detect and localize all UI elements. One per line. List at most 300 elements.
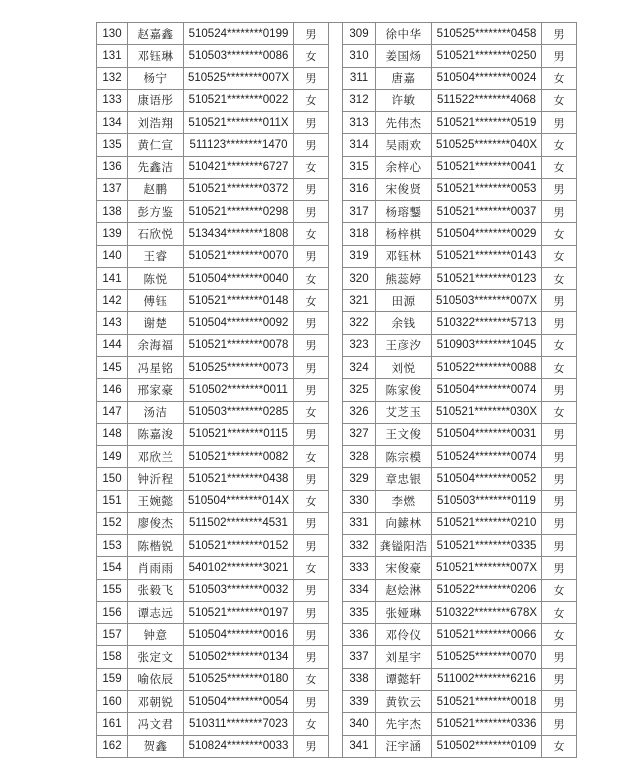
right-id-number: 510521********0519 <box>432 112 542 134</box>
table-row <box>97 312 577 334</box>
left-gender: 男 <box>294 112 329 134</box>
right-gender: 女 <box>542 601 577 623</box>
left-student-name: 喻依辰 <box>128 668 184 690</box>
right-id-number: 510521********0250 <box>432 45 542 67</box>
table-row <box>97 446 577 468</box>
left-gender: 女 <box>294 668 329 690</box>
table-row <box>97 290 577 312</box>
table-row <box>97 468 577 490</box>
left-row-number: 130 <box>97 23 128 45</box>
left-id-number: 510525********0180 <box>184 668 294 690</box>
right-student-name: 姜国炀 <box>376 45 432 67</box>
right-row-number: 338 <box>343 668 376 690</box>
left-gender: 男 <box>294 379 329 401</box>
right-gender: 男 <box>542 490 577 512</box>
right-row-number: 336 <box>343 624 376 646</box>
right-student-name: 熊蕊婷 <box>376 267 432 289</box>
left-gender: 女 <box>294 446 329 468</box>
roster-table <box>96 22 577 758</box>
right-row-number: 329 <box>343 468 376 490</box>
right-row-number: 325 <box>343 379 376 401</box>
left-student-name: 钟沂程 <box>128 468 184 490</box>
left-student-name: 汤洁 <box>128 401 184 423</box>
column-gap <box>329 735 343 757</box>
right-student-name: 赵烩淋 <box>376 579 432 601</box>
left-gender: 男 <box>294 512 329 534</box>
right-id-number: 510522********0088 <box>432 356 542 378</box>
column-gap <box>329 401 343 423</box>
right-id-number: 510504********0029 <box>432 223 542 245</box>
right-student-name: 先伟杰 <box>376 112 432 134</box>
table-row <box>97 23 577 45</box>
table-row <box>97 646 577 668</box>
right-student-name: 龚镒阳浩 <box>376 535 432 557</box>
left-row-number: 154 <box>97 557 128 579</box>
table-row <box>97 245 577 267</box>
left-id-number: 510504********0016 <box>184 624 294 646</box>
right-id-number: 510521********0210 <box>432 512 542 534</box>
right-id-number: 510521********0041 <box>432 156 542 178</box>
column-gap <box>329 245 343 267</box>
right-row-number: 318 <box>343 223 376 245</box>
right-student-name: 刘悦 <box>376 356 432 378</box>
table-row <box>97 579 577 601</box>
left-gender: 男 <box>294 312 329 334</box>
left-student-name: 王婉懿 <box>128 490 184 512</box>
right-id-number: 510322********5713 <box>432 312 542 334</box>
table-row <box>97 423 577 445</box>
right-student-name: 陈家俊 <box>376 379 432 401</box>
left-row-number: 150 <box>97 468 128 490</box>
table-row <box>97 334 577 356</box>
right-gender: 男 <box>542 557 577 579</box>
left-row-number: 140 <box>97 245 128 267</box>
right-gender: 男 <box>542 201 577 223</box>
left-gender: 男 <box>294 423 329 445</box>
right-row-number: 324 <box>343 356 376 378</box>
left-id-number: 510521********0078 <box>184 334 294 356</box>
left-row-number: 161 <box>97 713 128 735</box>
right-row-number: 321 <box>343 290 376 312</box>
right-student-name: 邓伶仪 <box>376 624 432 646</box>
left-id-number: 510504********0040 <box>184 267 294 289</box>
column-gap <box>329 23 343 45</box>
right-row-number: 320 <box>343 267 376 289</box>
column-gap <box>329 557 343 579</box>
right-gender: 男 <box>542 379 577 401</box>
column-gap <box>329 713 343 735</box>
right-row-number: 327 <box>343 423 376 445</box>
right-id-number: 510521********0336 <box>432 713 542 735</box>
right-row-number: 332 <box>343 535 376 557</box>
column-gap <box>329 624 343 646</box>
right-id-number: 510504********0052 <box>432 468 542 490</box>
left-gender: 女 <box>294 156 329 178</box>
right-gender: 女 <box>542 245 577 267</box>
right-gender: 男 <box>542 112 577 134</box>
right-gender: 男 <box>542 23 577 45</box>
right-student-name: 许敏 <box>376 89 432 111</box>
column-gap <box>329 201 343 223</box>
right-id-number: 510322********678X <box>432 601 542 623</box>
column-gap <box>329 423 343 445</box>
right-id-number: 510521********0123 <box>432 267 542 289</box>
left-student-name: 石欣悦 <box>128 223 184 245</box>
left-row-number: 139 <box>97 223 128 245</box>
left-id-number: 510504********014X <box>184 490 294 512</box>
right-gender: 男 <box>542 446 577 468</box>
left-row-number: 149 <box>97 446 128 468</box>
right-id-number: 510522********0206 <box>432 579 542 601</box>
right-row-number: 330 <box>343 490 376 512</box>
left-student-name: 康语彤 <box>128 89 184 111</box>
right-row-number: 323 <box>343 334 376 356</box>
table-row <box>97 735 577 757</box>
left-row-number: 147 <box>97 401 128 423</box>
left-student-name: 余海福 <box>128 334 184 356</box>
left-student-name: 廖俊杰 <box>128 512 184 534</box>
left-row-number: 138 <box>97 201 128 223</box>
column-gap <box>329 89 343 111</box>
right-gender: 男 <box>542 178 577 200</box>
table-row <box>97 379 577 401</box>
left-row-number: 144 <box>97 334 128 356</box>
right-id-number: 510503********0119 <box>432 490 542 512</box>
table-row <box>97 490 577 512</box>
table-row <box>97 178 577 200</box>
right-gender: 男 <box>542 668 577 690</box>
right-row-number: 317 <box>343 201 376 223</box>
left-row-number: 137 <box>97 178 128 200</box>
right-student-name: 唐嘉 <box>376 67 432 89</box>
right-gender: 女 <box>542 134 577 156</box>
left-gender: 女 <box>294 401 329 423</box>
right-student-name: 陈宗模 <box>376 446 432 468</box>
column-gap <box>329 134 343 156</box>
right-id-number: 510903********1045 <box>432 334 542 356</box>
left-row-number: 162 <box>97 735 128 757</box>
left-gender: 男 <box>294 245 329 267</box>
left-student-name: 陈嘉浚 <box>128 423 184 445</box>
right-gender: 男 <box>542 535 577 557</box>
table-row <box>97 45 577 67</box>
left-row-number: 156 <box>97 601 128 623</box>
right-student-name: 杨梓棋 <box>376 223 432 245</box>
right-student-name: 宋俊豪 <box>376 557 432 579</box>
left-student-name: 邢家豪 <box>128 379 184 401</box>
column-gap <box>329 468 343 490</box>
right-gender: 男 <box>542 646 577 668</box>
right-id-number: 510504********0074 <box>432 379 542 401</box>
table-row <box>97 67 577 89</box>
right-id-number: 510525********040X <box>432 134 542 156</box>
right-gender: 女 <box>542 267 577 289</box>
right-student-name: 先宇杰 <box>376 713 432 735</box>
right-id-number: 510521********0335 <box>432 535 542 557</box>
right-id-number: 510521********0037 <box>432 201 542 223</box>
right-id-number: 510521********030X <box>432 401 542 423</box>
left-row-number: 153 <box>97 535 128 557</box>
right-student-name: 余钱 <box>376 312 432 334</box>
column-gap <box>329 446 343 468</box>
column-gap <box>329 178 343 200</box>
left-row-number: 135 <box>97 134 128 156</box>
table-row <box>97 223 577 245</box>
right-student-name: 艾芝玉 <box>376 401 432 423</box>
left-student-name: 彭方鉴 <box>128 201 184 223</box>
left-student-name: 邓欣兰 <box>128 446 184 468</box>
column-gap <box>329 334 343 356</box>
right-row-number: 319 <box>343 245 376 267</box>
right-gender: 男 <box>542 423 577 445</box>
right-id-number: 511522********4068 <box>432 89 542 111</box>
right-student-name: 杨瑢鑋 <box>376 201 432 223</box>
left-id-number: 510503********0285 <box>184 401 294 423</box>
left-student-name: 陈悦 <box>128 267 184 289</box>
left-row-number: 134 <box>97 112 128 134</box>
left-row-number: 148 <box>97 423 128 445</box>
right-student-name: 汪宇涵 <box>376 735 432 757</box>
right-row-number: 335 <box>343 601 376 623</box>
left-row-number: 143 <box>97 312 128 334</box>
left-student-name: 冯文君 <box>128 713 184 735</box>
right-gender: 女 <box>542 401 577 423</box>
left-student-name: 赵鹏 <box>128 178 184 200</box>
right-row-number: 339 <box>343 690 376 712</box>
right-student-name: 谭懿轩 <box>376 668 432 690</box>
left-gender: 男 <box>294 334 329 356</box>
right-id-number: 510521********0018 <box>432 690 542 712</box>
right-row-number: 310 <box>343 45 376 67</box>
right-id-number: 511002********6216 <box>432 668 542 690</box>
right-id-number: 510521********0066 <box>432 624 542 646</box>
column-gap <box>329 646 343 668</box>
column-gap <box>329 690 343 712</box>
left-row-number: 141 <box>97 267 128 289</box>
left-student-name: 王睿 <box>128 245 184 267</box>
table-row <box>97 557 577 579</box>
right-gender: 女 <box>542 223 577 245</box>
left-gender: 男 <box>294 178 329 200</box>
left-id-number: 510525********007X <box>184 67 294 89</box>
table-row <box>97 512 577 534</box>
left-student-name: 张定文 <box>128 646 184 668</box>
right-id-number: 510521********0053 <box>432 178 542 200</box>
right-id-number: 510502********0109 <box>432 735 542 757</box>
right-student-name: 徐中华 <box>376 23 432 45</box>
table-row <box>97 201 577 223</box>
left-id-number: 510502********0134 <box>184 646 294 668</box>
left-student-name: 谭志远 <box>128 601 184 623</box>
left-student-name: 贺鑫 <box>128 735 184 757</box>
left-gender: 男 <box>294 690 329 712</box>
left-id-number: 510421********6727 <box>184 156 294 178</box>
left-gender: 男 <box>294 356 329 378</box>
column-gap <box>329 290 343 312</box>
right-gender: 男 <box>542 690 577 712</box>
right-row-number: 326 <box>343 401 376 423</box>
left-gender: 女 <box>294 223 329 245</box>
left-student-name: 傅钰 <box>128 290 184 312</box>
left-id-number: 510503********0086 <box>184 45 294 67</box>
left-gender: 女 <box>294 267 329 289</box>
left-id-number: 540102********3021 <box>184 557 294 579</box>
right-id-number: 510503********007X <box>432 290 542 312</box>
left-student-name: 赵嘉鑫 <box>128 23 184 45</box>
left-row-number: 142 <box>97 290 128 312</box>
column-gap <box>329 579 343 601</box>
left-id-number: 510521********0438 <box>184 468 294 490</box>
left-id-number: 510311********7023 <box>184 713 294 735</box>
right-student-name: 张娅琳 <box>376 601 432 623</box>
left-id-number: 510504********0092 <box>184 312 294 334</box>
table-row <box>97 267 577 289</box>
left-row-number: 145 <box>97 356 128 378</box>
right-student-name: 黄钦云 <box>376 690 432 712</box>
right-row-number: 314 <box>343 134 376 156</box>
right-gender: 男 <box>542 713 577 735</box>
column-gap <box>329 668 343 690</box>
left-id-number: 510521********0022 <box>184 89 294 111</box>
left-gender: 女 <box>294 713 329 735</box>
left-gender: 男 <box>294 601 329 623</box>
table-row <box>97 713 577 735</box>
left-id-number: 510521********0070 <box>184 245 294 267</box>
left-student-name: 谢楚 <box>128 312 184 334</box>
right-gender: 男 <box>542 290 577 312</box>
right-row-number: 341 <box>343 735 376 757</box>
left-gender: 女 <box>294 490 329 512</box>
table-row <box>97 601 577 623</box>
column-gap <box>329 535 343 557</box>
left-id-number: 510521********0298 <box>184 201 294 223</box>
left-gender: 男 <box>294 735 329 757</box>
column-gap <box>329 67 343 89</box>
left-row-number: 146 <box>97 379 128 401</box>
left-gender: 男 <box>294 624 329 646</box>
left-gender: 男 <box>294 579 329 601</box>
right-gender: 男 <box>542 45 577 67</box>
left-gender: 男 <box>294 468 329 490</box>
right-gender: 女 <box>542 735 577 757</box>
right-student-name: 向鎍林 <box>376 512 432 534</box>
right-student-name: 吴雨欢 <box>376 134 432 156</box>
left-student-name: 钟意 <box>128 624 184 646</box>
right-id-number: 510504********0024 <box>432 67 542 89</box>
right-row-number: 313 <box>343 112 376 134</box>
left-student-name: 杨宁 <box>128 67 184 89</box>
right-student-name: 刘星宇 <box>376 646 432 668</box>
right-gender: 男 <box>542 512 577 534</box>
right-row-number: 334 <box>343 579 376 601</box>
right-gender: 女 <box>542 356 577 378</box>
right-gender: 女 <box>542 334 577 356</box>
right-row-number: 331 <box>343 512 376 534</box>
left-gender: 男 <box>294 134 329 156</box>
right-row-number: 337 <box>343 646 376 668</box>
left-row-number: 132 <box>97 67 128 89</box>
left-student-name: 刘浩翔 <box>128 112 184 134</box>
right-id-number: 510504********0031 <box>432 423 542 445</box>
table-row <box>97 401 577 423</box>
left-student-name: 先鑫洁 <box>128 156 184 178</box>
left-gender: 男 <box>294 646 329 668</box>
roster-rows <box>97 23 577 758</box>
right-id-number: 510521********0143 <box>432 245 542 267</box>
right-row-number: 312 <box>343 89 376 111</box>
right-student-name: 田源 <box>376 290 432 312</box>
column-gap <box>329 267 343 289</box>
column-gap <box>329 112 343 134</box>
right-gender: 男 <box>542 468 577 490</box>
left-id-number: 511502********4531 <box>184 512 294 534</box>
right-id-number: 510524********0074 <box>432 446 542 468</box>
right-student-name: 王文俊 <box>376 423 432 445</box>
table-row <box>97 356 577 378</box>
left-gender: 女 <box>294 290 329 312</box>
left-gender: 男 <box>294 201 329 223</box>
left-row-number: 160 <box>97 690 128 712</box>
left-id-number: 510521********0152 <box>184 535 294 557</box>
column-gap <box>329 45 343 67</box>
left-gender: 男 <box>294 23 329 45</box>
left-id-number: 513434********1808 <box>184 223 294 245</box>
right-row-number: 315 <box>343 156 376 178</box>
column-gap <box>329 490 343 512</box>
right-student-name: 邓钰林 <box>376 245 432 267</box>
left-gender: 女 <box>294 89 329 111</box>
right-gender: 女 <box>542 89 577 111</box>
right-id-number: 510521********007X <box>432 557 542 579</box>
table-row <box>97 156 577 178</box>
left-id-number: 510521********0372 <box>184 178 294 200</box>
left-student-name: 邓朝锐 <box>128 690 184 712</box>
left-row-number: 133 <box>97 89 128 111</box>
left-gender: 男 <box>294 535 329 557</box>
left-student-name: 张毅飞 <box>128 579 184 601</box>
left-gender: 女 <box>294 45 329 67</box>
left-row-number: 159 <box>97 668 128 690</box>
table-row <box>97 668 577 690</box>
left-row-number: 131 <box>97 45 128 67</box>
right-student-name: 王彦汐 <box>376 334 432 356</box>
left-student-name: 黄仁宣 <box>128 134 184 156</box>
column-gap <box>329 156 343 178</box>
right-row-number: 328 <box>343 446 376 468</box>
right-gender: 男 <box>542 312 577 334</box>
column-gap <box>329 601 343 623</box>
table-row <box>97 690 577 712</box>
column-gap <box>329 223 343 245</box>
left-row-number: 157 <box>97 624 128 646</box>
left-row-number: 155 <box>97 579 128 601</box>
left-id-number: 510504********0054 <box>184 690 294 712</box>
column-gap <box>329 512 343 534</box>
column-gap <box>329 312 343 334</box>
left-student-name: 冯星铭 <box>128 356 184 378</box>
table-row <box>97 624 577 646</box>
left-id-number: 510521********0148 <box>184 290 294 312</box>
left-student-name: 肖雨雨 <box>128 557 184 579</box>
left-id-number: 511123********1470 <box>184 134 294 156</box>
left-id-number: 510521********0115 <box>184 423 294 445</box>
left-id-number: 510503********0032 <box>184 579 294 601</box>
right-gender: 女 <box>542 579 577 601</box>
right-row-number: 333 <box>343 557 376 579</box>
column-gap <box>329 379 343 401</box>
left-id-number: 510502********0011 <box>184 379 294 401</box>
left-student-name: 陈楷锐 <box>128 535 184 557</box>
